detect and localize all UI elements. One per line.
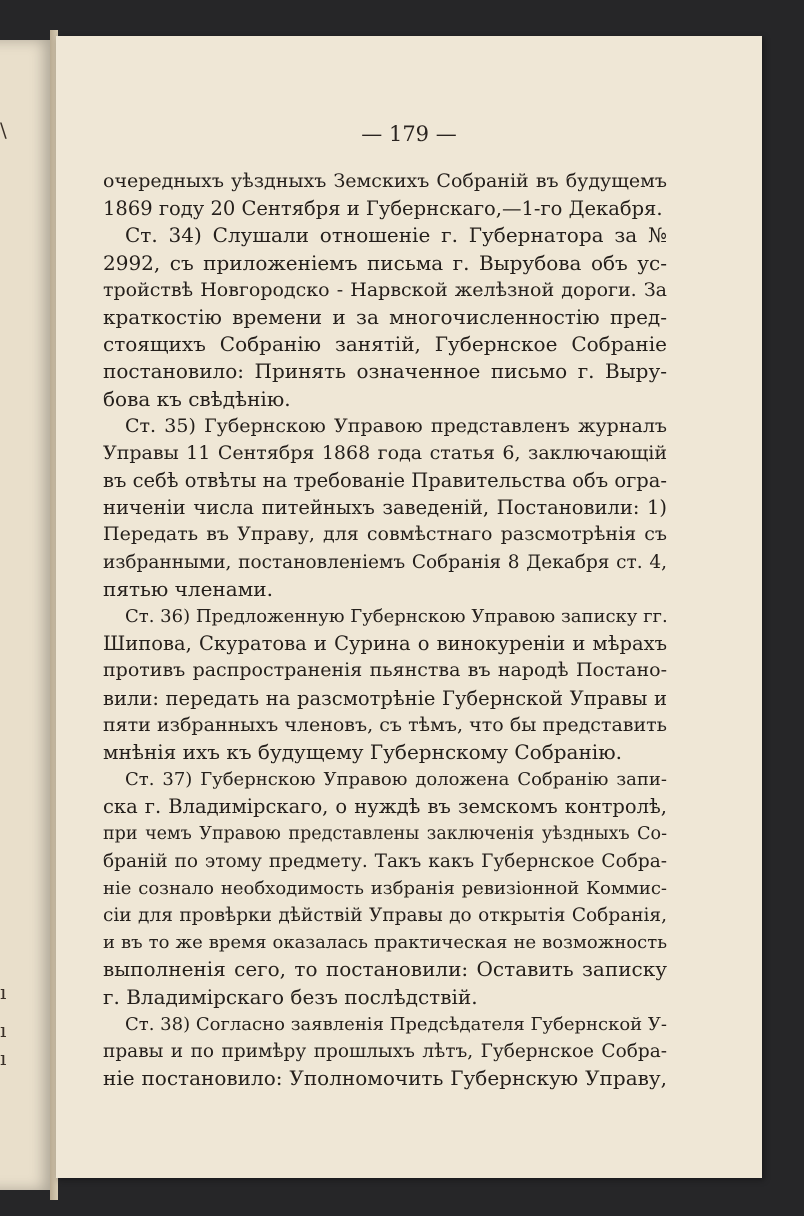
text-line: Ст. 38) Согласно заявленія Предсѣдателя Губернской У- [125, 1013, 667, 1035]
text-line: Управы 11 Сентября 1868 года статья 6, заключающій [103, 441, 667, 464]
text-line: правы и по примѣру прошлыхъ лѣтъ, Губернское Собра- [103, 1041, 667, 1062]
text-line: ниченіи числа питейныхъ заведеній, Постановили: 1) [103, 496, 667, 520]
page-text [103, 168, 667, 1092]
text-line: выполненія сего, то постановили: Оставить записку [103, 957, 667, 982]
left-margin-fragment: \ [0, 118, 7, 142]
text-line: пятью членами. [103, 576, 273, 601]
left-margin-fragment: ı [0, 1046, 7, 1070]
text-line: Ст. 36) Предложенную Губернскою Управою записку гг. [125, 606, 668, 627]
text-line: очередныхъ уѣздныхъ Земскихъ Собраній въ будущемъ [103, 170, 667, 192]
text-line: Ст. 34) Слушали отношеніе г. Губернатора за № [125, 223, 667, 248]
text-line: постановило: Принять означенное письмо г. Выру- [103, 359, 667, 384]
text-line: ніе сознало необходимость избранія ревизіонной Коммис- [103, 877, 667, 899]
text-line: стоящихъ Собранію занятій, Губернское Собраніе [103, 332, 667, 357]
text-line: ска г. Владимірскаго, о нуждѣ въ земскомъ контролѣ, [103, 795, 667, 819]
book-page [56, 36, 762, 1178]
text-line: Передать въ Управу, для совмѣстнаго разсмотрѣнія съ [103, 523, 667, 546]
page-number: — 179 — [361, 122, 457, 146]
text-line: ніе постановило: Уполномочить Губернскую Управу, [103, 1066, 667, 1091]
text-line: 1869 году 20 Сентября и Губернскаго,—1-го Декабря. [103, 197, 663, 221]
text-line: Шипова, Скуратова и Сурина о винокуреніи и мѣрахъ [103, 632, 667, 656]
text-line: пяти избранныхъ членовъ, съ тѣмъ, что бы представить [103, 713, 667, 736]
left-margin-fragment: ı [0, 1018, 7, 1042]
text-line: бова къ свѣдѣнію. [103, 386, 291, 411]
text-line: краткостію времени и за многочисленностію пред- [103, 304, 667, 329]
text-line: въ себѣ отвѣты на требованіе Правительства объ огра- [103, 469, 667, 493]
text-line: противъ распространенія пьянства въ народѣ Постано- [103, 659, 667, 682]
text-line: Ст. 35) Губернскою Управою представленъ журналъ [125, 414, 667, 437]
text-line: избранными, постановленіемъ Собранія 8 Декабря ст. 4, [103, 551, 667, 573]
text-line: мнѣнія ихъ къ будущему Губернскому Собранію. [103, 739, 622, 764]
left-page-edge [0, 40, 52, 1190]
text-line: сіи для провѣрки дѣйствій Управы до открытія Собранія, [103, 905, 667, 927]
text-line: тройствѣ Новгородско - Нарвской желѣзной дороги. За [103, 278, 667, 301]
text-line: г. Владимірскаго безъ послѣдствій. [103, 984, 478, 1009]
text-line: вили: передать на разсмотрѣніе Губернской Управы и [103, 686, 667, 710]
text-line: Ст. 37) Губернскою Управою доложена Собранію запи- [125, 769, 667, 791]
text-line: браній по этому предмету. Такъ какъ Губернское Собра- [103, 850, 667, 872]
text-line: и въ то же время оказалась практическая не возможность [103, 932, 667, 954]
text-line: при чемъ Управою представлены заключенія уѣздныхъ Со- [103, 823, 667, 844]
text-line: 2992, съ приложеніемъ письма г. Вырубова объ ус- [103, 250, 667, 275]
left-margin-fragment: ı [0, 980, 7, 1004]
